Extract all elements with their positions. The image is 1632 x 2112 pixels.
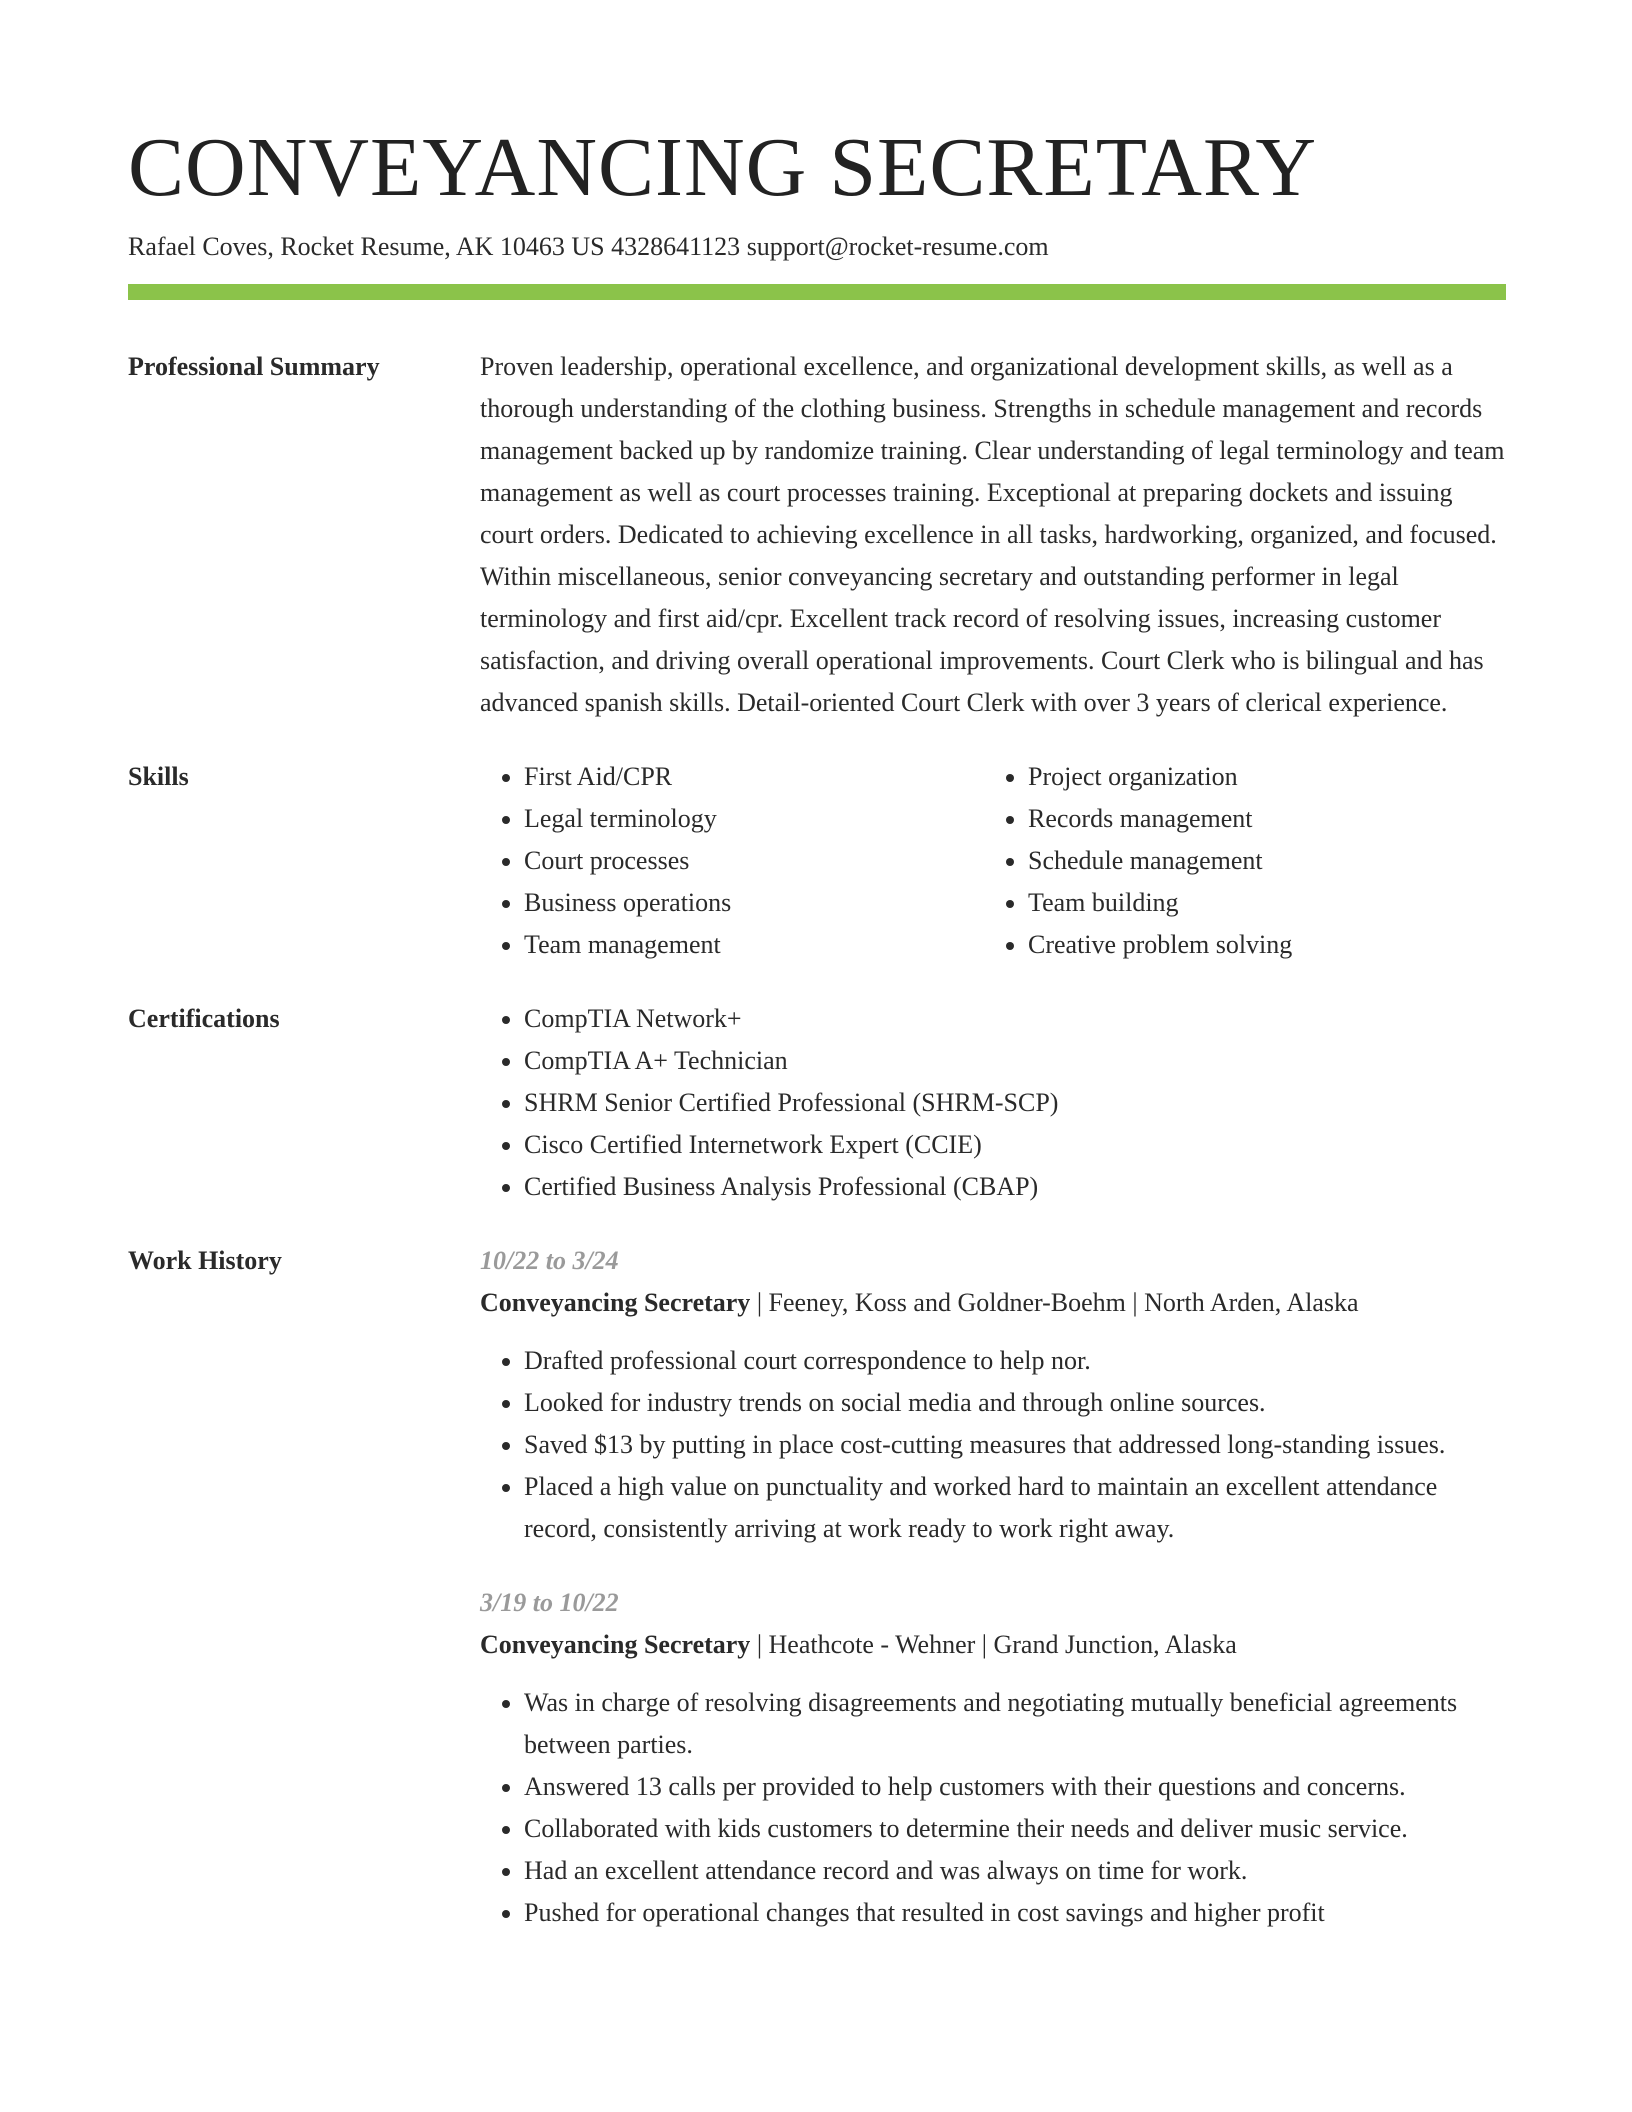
job-bullets [480, 1340, 1506, 1550]
skill-item: • Team building [1028, 882, 1506, 924]
job-bullet: • Pushed for operational changes that resulted in cost savings and higher profit [524, 1892, 1506, 1934]
certification-item: • CompTIA Network+ [524, 998, 1506, 1040]
skill-item: • Project organization [1028, 756, 1506, 798]
contact-name: Rafael Coves, [128, 232, 274, 261]
skill-item: • Records management [1028, 798, 1506, 840]
job-details: | Feeney, Koss and Goldner-Boehm | North Arden, Alaska [750, 1288, 1359, 1317]
job-heading [480, 1624, 1506, 1666]
job-bullet: • Placed a high value on punctuality and worked hard to maintain an excellent attendance record, consistently arriving at work ready to work right away. [524, 1466, 1506, 1550]
header-divider [128, 284, 1506, 300]
skill-item: • Business operations [524, 882, 984, 924]
skill-item: • Court processes [524, 840, 984, 882]
resume-title: CONVEYANCING SECRETARY [128, 121, 1318, 214]
skills-list-right [984, 756, 1506, 966]
job-bullet: • Collaborated with kids customers to determine their needs and deliver music service. [524, 1808, 1506, 1850]
skills-list-left [480, 756, 984, 966]
certifications-section [128, 998, 1506, 1208]
job-title: Conveyancing Secretary [480, 1630, 751, 1659]
job-bullet: • Was in charge of resolving disagreements and negotiating mutually beneficial agreements between parties. [524, 1682, 1506, 1766]
job-entry [480, 1240, 1506, 1550]
summary-section [128, 346, 1506, 724]
skills-section [128, 756, 1506, 966]
contact-email[interactable]: support@rocket-resume.com [746, 232, 1049, 261]
certifications-label: Certifications [128, 1004, 280, 1033]
summary-label: Professional Summary [128, 352, 380, 381]
certification-item: • CompTIA A+ Technician [524, 1040, 1506, 1082]
certification-item: • SHRM Senior Certified Professional (SHRM-SCP) [524, 1082, 1506, 1124]
work-history-section [128, 1240, 1506, 1934]
job-bullet: • Saved $13 by putting in place cost-cutting measures that addressed long-standing issues. [524, 1424, 1506, 1466]
skill-item: • Team management [524, 924, 984, 966]
skill-item: • Legal terminology [524, 798, 984, 840]
job-bullet: • Had an excellent attendance record and was always on time for work. [524, 1850, 1506, 1892]
job-entry [480, 1582, 1506, 1934]
job-bullet: • Answered 13 calls per provided to help customers with their questions and concerns. [524, 1766, 1506, 1808]
contact-line [128, 230, 1506, 264]
certifications-list [480, 998, 1506, 1208]
job-title: Conveyancing Secretary [480, 1288, 751, 1317]
job-bullet: • Looked for industry trends on social media and through online sources. [524, 1382, 1506, 1424]
skill-item: • Schedule management [1028, 840, 1506, 882]
certification-item: • Cisco Certified Internetwork Expert (CCIE) [524, 1124, 1506, 1166]
contact-phone: 4328641123 [611, 232, 741, 261]
job-bullets [480, 1682, 1506, 1934]
skill-item: • First Aid/CPR [524, 756, 984, 798]
skill-item: • Creative problem solving [1028, 924, 1506, 966]
certification-item: • Certified Business Analysis Professional (CBAP) [524, 1166, 1506, 1208]
job-heading [480, 1282, 1506, 1324]
contact-location: AK 10463 US [455, 232, 605, 261]
summary-text: Proven leadership, operational excellence, and organizational development skills, as well as a thorough understanding of the clothing business. Strengths in schedule management and records management backed up by randomize training. Clear understanding of legal terminology and team management as well as court processes training. Exceptional at preparing dockets and issuing court orders. Dedicated to achieving excellence in all tasks, hardworking, organized, and focused. Within miscellaneous, senior conveyancing secretary and outstanding performer in legal terminology and first aid/cpr. Excellent track record of resolving issues, increasing customer satisfaction, and driving overall operational improvements. Court Clerk who is bilingual and has advanced spanish skills. Detail-oriented Court Clerk with over 3 years of clerical experience. [480, 352, 1505, 717]
job-details: | Heathcote - Wehner | Grand Junction, Alaska [750, 1630, 1237, 1659]
job-dates: 10/22 to 3/24 [480, 1246, 619, 1275]
skills-label: Skills [128, 762, 189, 791]
work-history-label: Work History [128, 1246, 282, 1275]
contact-company: Rocket Resume, [280, 232, 451, 261]
job-bullet: • Drafted professional court correspondence to help nor. [524, 1340, 1506, 1382]
job-dates: 3/19 to 10/22 [480, 1588, 619, 1617]
resume-page [128, 118, 1506, 1934]
